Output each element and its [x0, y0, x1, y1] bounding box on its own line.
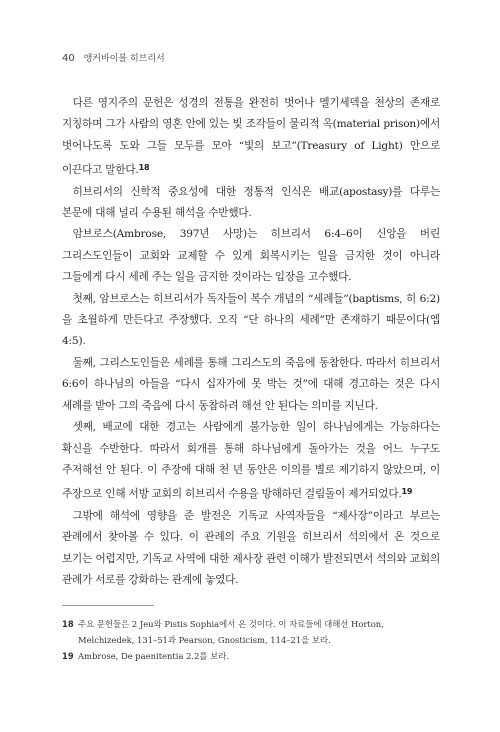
- body-text: [62, 93, 440, 591]
- paragraph: [62, 353, 440, 417]
- footnote-separator: [62, 605, 154, 606]
- paragraph-text: 그밖에 해석에 영향을 준 발전은 기독교 사역자들을 “제사장”이라고 부르는 관례에서 찾아볼 수 있다. 이 관례의 주요 기원을 히브리서 석의에서 온 것으로 보기는 어렵지만, 기독교 사역에 대한 제사장 관련 이해가 발전되면서 석의와 교회의 관례가 서로를 강화하는 관계에 놓였다.: [62, 509, 440, 586]
- paragraph-text: 히브리서의 신학적 중요성에 대한 정통적 인식은 배교(apostasy)를 다루는 본문에 대해 널리 수용된 해석을 수반했다.: [62, 185, 440, 220]
- paragraph: [62, 506, 440, 592]
- paragraph-text: 다른 영지주의 문헌은 성경의 전통을 완전히 벗어나 멜기세덱을 천상의 존재로 지칭하며 그가 사람의 영혼 안에 있는 빛 조각들이 물리적 옥(material prison)에서 벗어나도록 도와 그들 모두를 모아 “빛의 보고”(Treasury of Light) 안으로 이끈다고 말한다.: [62, 97, 440, 177]
- footnote-text: 주요 문헌들은 2 Jeu와 Pistis Sophia에서 온 것이다. 이 자료들에 대해선 Horton, Melchizedek, 131–51과 Pearson, Gnosticism, 114–21을 보라.: [78, 619, 384, 645]
- paragraph-text: 첫째, 암브로스는 히브리서가 독자들이 복수 개념의 “세례들”(baptisms, 히 6:2)을 초월하게 만든다고 주장했다. 오직 “단 하나의 세례”만 존재하기 때문이다(엡 4:5).: [62, 292, 440, 348]
- page-number: 40: [62, 53, 75, 64]
- footnote: [62, 616, 440, 648]
- paragraph: [62, 289, 440, 353]
- running-header: [62, 51, 165, 64]
- footnotes: [62, 616, 440, 664]
- paragraph-text: 암브로스(Ambrose, 397년 사망)는 히브리서 6:4–6이 신앙을 버린 그리스도인들이 교회와 교제할 수 있게 회복시키는 일을 금지한 것이 아니라 그들에게 다시 세례 주는 일을 금지한 것이라는 입장을 고수했다.: [62, 228, 440, 284]
- footnote: [62, 648, 440, 664]
- footnote-reference[interactable]: 18: [138, 163, 150, 173]
- paragraph: [62, 182, 440, 225]
- paragraph: [62, 417, 440, 506]
- paragraph-text: 셋째, 배교에 대한 경고는 사람에게 불가능한 일이 하나님에게는 가능하다는 확신을 수반한다. 따라서 회개를 통해 하나님에게 돌아가는 것을 어느 누구도 주저해선 안 된다. 이 주장에 대해 천 년 동안은 이의를 별로 제기하지 않았으며, 이 주장으로 인해 서방 교회의 히브리서 수용을 방해하던 걸림돌이 제거되었다.: [62, 421, 440, 501]
- paragraph: [62, 224, 440, 288]
- footnote-number: 19: [62, 651, 74, 661]
- paragraph-text: 둘째, 그리스도인들은 세례를 통해 그리스도의 죽음에 동참한다. 따라서 히브리서 6:6이 하나님의 아들을 “다시 십자가에 못 박는 것”에 대해 경고하는 것은 다시 세례를 받아 그의 죽음에 다시 동참하려 해선 안 된다는 의미를 지닌다.: [62, 356, 440, 412]
- running-title: 앵커바이블 히브리서: [83, 54, 165, 64]
- footnote-text: Ambrose, De paenitentia 2.2를 보라.: [78, 651, 230, 661]
- paragraph: [62, 93, 440, 182]
- footnote-reference[interactable]: 19: [401, 487, 413, 497]
- footnote-number: 18: [62, 619, 74, 629]
